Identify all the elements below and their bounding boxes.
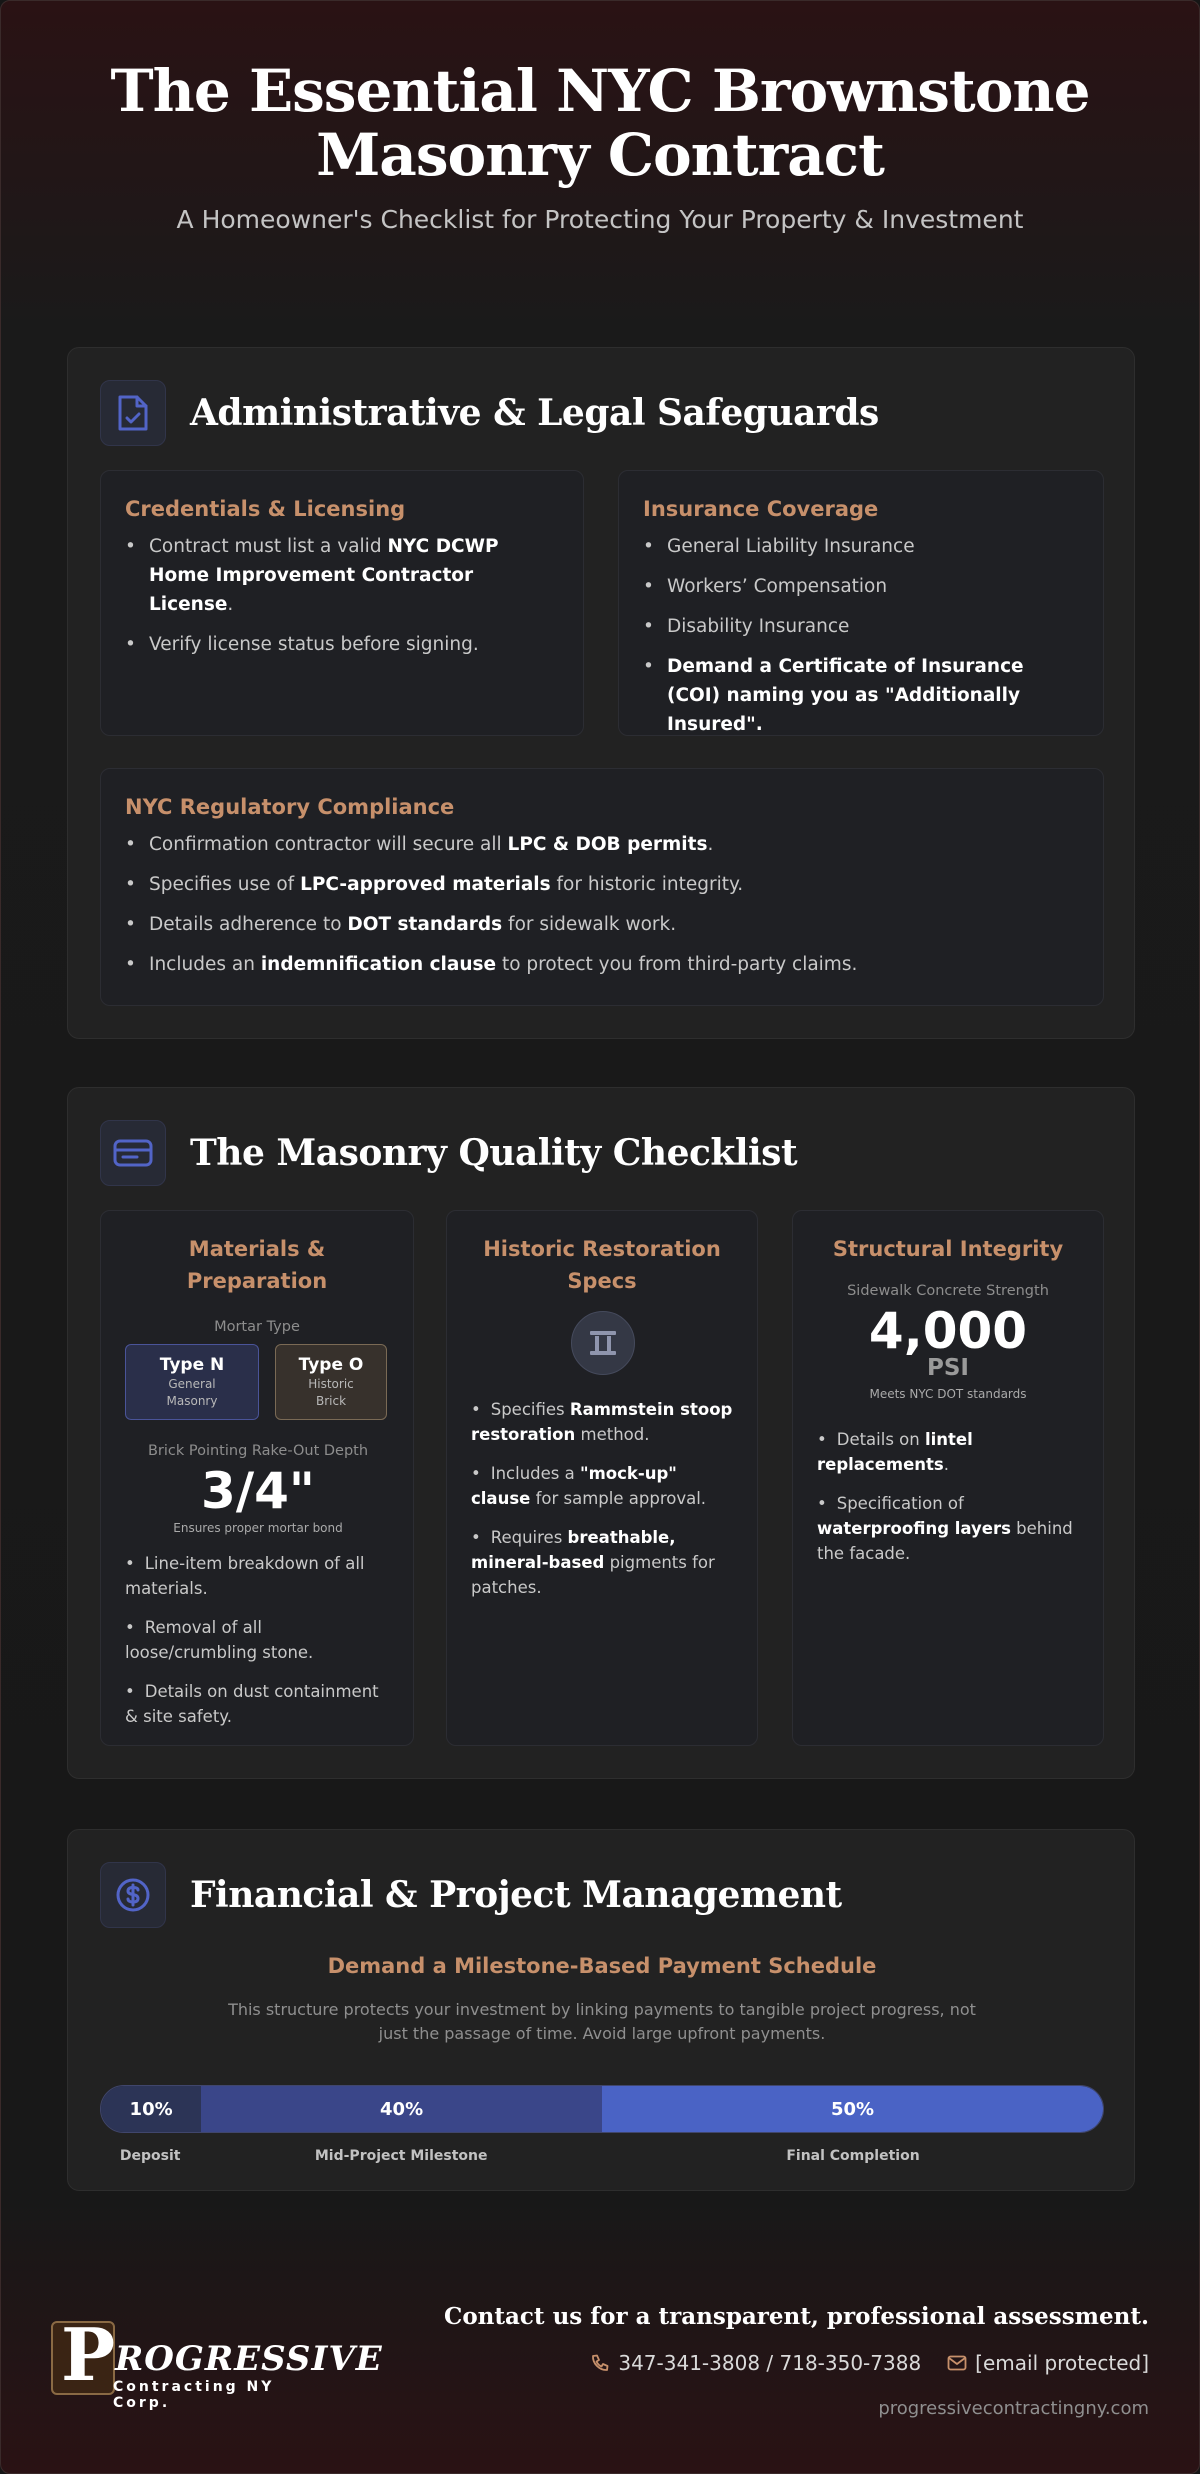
structural-list: [817, 1427, 1085, 1566]
description-line-1: This structure protects your investment by linking payments to tangible project progress, not: [228, 2000, 976, 2019]
payment-segment: 10%: [101, 2086, 201, 2132]
restoration-title-line-1: Historic Restoration: [483, 1237, 721, 1261]
list-item: [471, 1525, 739, 1600]
list-item: [471, 1397, 739, 1447]
footer-cta: Contact us for a transparent, professional assessment.: [444, 2303, 1149, 2330]
list-item: [125, 1615, 395, 1665]
payment-segment-label: Mid-Project Milestone: [314, 2148, 488, 2164]
list-item: [643, 652, 1079, 739]
list-item-post: for sidewalk work.: [502, 914, 677, 935]
list-item-bold: "mock-up" clause: [471, 1464, 677, 1508]
pillar-icon: [571, 1311, 635, 1375]
list-item: [125, 830, 1079, 859]
list-item-bold: LPC-approved materials: [300, 874, 551, 895]
materials-title-line-1: Materials &: [188, 1237, 326, 1261]
list-item-bold: breathable, mineral-based: [471, 1528, 676, 1572]
compliance-card: [100, 768, 1104, 1006]
payment-segment: 40%: [201, 2086, 602, 2132]
insurance-card: [618, 470, 1104, 736]
compliance-title: NYC Regulatory Compliance: [125, 795, 455, 819]
restoration-title-line-2: Specs: [567, 1269, 637, 1293]
list-item-pre: General Liability Insurance: [667, 536, 915, 557]
materials-list: [125, 1551, 395, 1729]
concrete-strength-unit: PSI: [927, 1355, 969, 1381]
payment-schedule-title: Demand a Milestone-Based Payment Schedule: [327, 1954, 877, 1978]
mortar-type-n-desc-2: Masonry: [166, 1394, 218, 1408]
footer-contact: [590, 2351, 1149, 2375]
credentials-list: [125, 532, 559, 659]
header: [1, 1, 1199, 234]
logo-subtitle: Contracting NY Corp.: [113, 2379, 275, 2411]
phone-icon: [590, 2353, 610, 2373]
finance-section-title: Financial & Project Management: [190, 1874, 842, 1916]
insurance-list: [643, 532, 1079, 739]
rake-out-value: 3/4": [201, 1462, 315, 1520]
restoration-card: [446, 1210, 758, 1746]
payment-schedule-description: [68, 1998, 1136, 2046]
restoration-list: [471, 1397, 739, 1600]
list-item-post: behind the facade.: [817, 1519, 1073, 1563]
list-item: [643, 612, 1079, 641]
mortar-type-o-desc-2: Brick: [315, 1394, 347, 1408]
list-item-post: for sample approval.: [530, 1489, 707, 1508]
list-item-pre: Contract must list a valid: [149, 536, 388, 557]
website-link[interactable]: progressivecontractingny.com: [878, 2398, 1149, 2419]
list-item-pre: Verify license status before signing.: [149, 634, 479, 655]
list-item-post: for historic integrity.: [550, 874, 744, 895]
list-item: [643, 572, 1079, 601]
list-item-pre: Specification of: [836, 1494, 964, 1513]
list-item: [471, 1461, 739, 1511]
list-item-pre: Includes an: [149, 954, 261, 975]
list-item-post: .: [707, 834, 714, 855]
list-item: [125, 1551, 395, 1601]
payment-segment: 50%: [602, 2086, 1103, 2132]
insurance-title: Insurance Coverage: [643, 497, 879, 521]
list-item-bold: Demand a Certificate of Insurance (COI) naming you as "Additionally Insured".: [667, 656, 1024, 735]
quality-section-title: The Masonry Quality Checklist: [190, 1132, 798, 1174]
title-line-2: Masonry Contract: [316, 121, 884, 189]
list-item-bold: lintel replacements: [817, 1430, 973, 1474]
list-item-bold: DOT standards: [347, 914, 503, 935]
admin-section: [67, 347, 1135, 1039]
payment-progress-bar: [100, 2085, 1104, 2133]
list-item-pre: Removal of all loose/crumbling stone.: [125, 1618, 314, 1662]
payment-bar-labels: [100, 2148, 1104, 2168]
list-item-pre: Details on dust containment & site safety.: [125, 1682, 379, 1726]
page-title: [1, 59, 1199, 187]
dollar-circle-icon: [100, 1862, 166, 1928]
materials-title-line-2: Preparation: [186, 1269, 328, 1293]
list-item-bold: NYC DCWP Home Improvement Contractor License: [149, 536, 499, 615]
email-icon: [947, 2355, 967, 2371]
list-item: [125, 950, 1079, 979]
mortar-type-o-desc-1: Historic: [308, 1377, 354, 1391]
list-item-pre: Requires: [490, 1528, 568, 1547]
finance-section: [67, 1829, 1135, 2191]
company-logo: [51, 2312, 383, 2411]
list-item-pre: Line-item breakdown of all materials.: [125, 1554, 365, 1598]
list-item-bold: Rammstein stoop restoration: [471, 1400, 733, 1444]
list-item-post: method.: [575, 1425, 650, 1444]
list-item: [125, 870, 1079, 899]
list-item-pre: Details on: [836, 1430, 925, 1449]
compliance-list: [125, 830, 1079, 979]
list-item: [125, 630, 559, 659]
rake-out-note: Ensures proper mortar bond: [173, 1521, 343, 1535]
credentials-title: Credentials & Licensing: [125, 497, 406, 521]
email-link[interactable]: [email protected]: [975, 2351, 1149, 2375]
list-item: [817, 1491, 1085, 1566]
materials-title: [101, 1233, 413, 1297]
restoration-title: [447, 1233, 757, 1297]
list-item-pre: Specifies use of: [149, 874, 301, 895]
list-item-pre: Details adherence to: [149, 914, 348, 935]
structural-card: [792, 1210, 1104, 1746]
structural-title: Structural Integrity: [832, 1237, 1064, 1261]
description-line-2: just the passage of time. Avoid large upfront payments.: [378, 2024, 826, 2043]
list-item: [125, 1679, 395, 1729]
list-item-pre: Specifies: [490, 1400, 570, 1419]
page-subtitle: A Homeowner's Checklist for Protecting Your Property & Investment: [176, 205, 1024, 234]
title-line-1: The Essential NYC Brownstone: [110, 57, 1090, 125]
mortar-type-n-name: Type N: [159, 1355, 225, 1375]
mortar-type-o: [275, 1344, 387, 1420]
brick-layers-icon: [100, 1120, 166, 1186]
concrete-strength-label: Sidewalk Concrete Strength: [847, 1283, 1049, 1299]
list-item-post: pigments for patches.: [471, 1553, 715, 1597]
payment-segment-label: Deposit: [119, 2148, 181, 2164]
mortar-type-n: [125, 1344, 259, 1420]
quality-section: [67, 1087, 1135, 1779]
mortar-type-label: Mortar Type: [214, 1319, 300, 1335]
list-item: [125, 910, 1079, 939]
rake-out-label: Brick Pointing Rake-Out Depth: [147, 1443, 369, 1459]
list-item-post: .: [943, 1455, 949, 1474]
list-item-bold: LPC & DOB permits: [507, 834, 708, 855]
mortar-type-n-desc-1: General: [168, 1377, 216, 1391]
list-item-post: .: [227, 594, 234, 615]
list-item-pre: Disability Insurance: [667, 616, 850, 637]
logo-initial: P: [61, 2312, 116, 2397]
concrete-strength-value: 4,000: [868, 1302, 1028, 1360]
list-item-post: to protect you from third-party claims.: [496, 954, 858, 975]
list-item-pre: Includes a: [490, 1464, 580, 1483]
list-item: [817, 1427, 1085, 1477]
logo-wordmark: ROGRESSIVE: [115, 2339, 383, 2379]
mortar-type-o-name: Type O: [298, 1355, 364, 1375]
list-item-bold: waterproofing layers: [817, 1519, 1011, 1538]
file-check-icon: [100, 380, 166, 446]
concrete-strength-note: Meets NYC DOT standards: [869, 1387, 1027, 1401]
phone-link[interactable]: 347-341-3808 / 718-350-7388: [618, 2351, 922, 2375]
payment-segment-label: Final Completion: [786, 2148, 920, 2164]
materials-card: [100, 1210, 414, 1746]
list-item: [125, 532, 559, 619]
list-item-pre: Confirmation contractor will secure all: [149, 834, 508, 855]
list-item-pre: Workers’ Compensation: [667, 576, 888, 597]
admin-section-title: Administrative & Legal Safeguards: [190, 392, 879, 434]
list-item: [643, 532, 1079, 561]
list-item-bold: indemnification clause: [260, 954, 497, 975]
credentials-card: [100, 470, 584, 736]
